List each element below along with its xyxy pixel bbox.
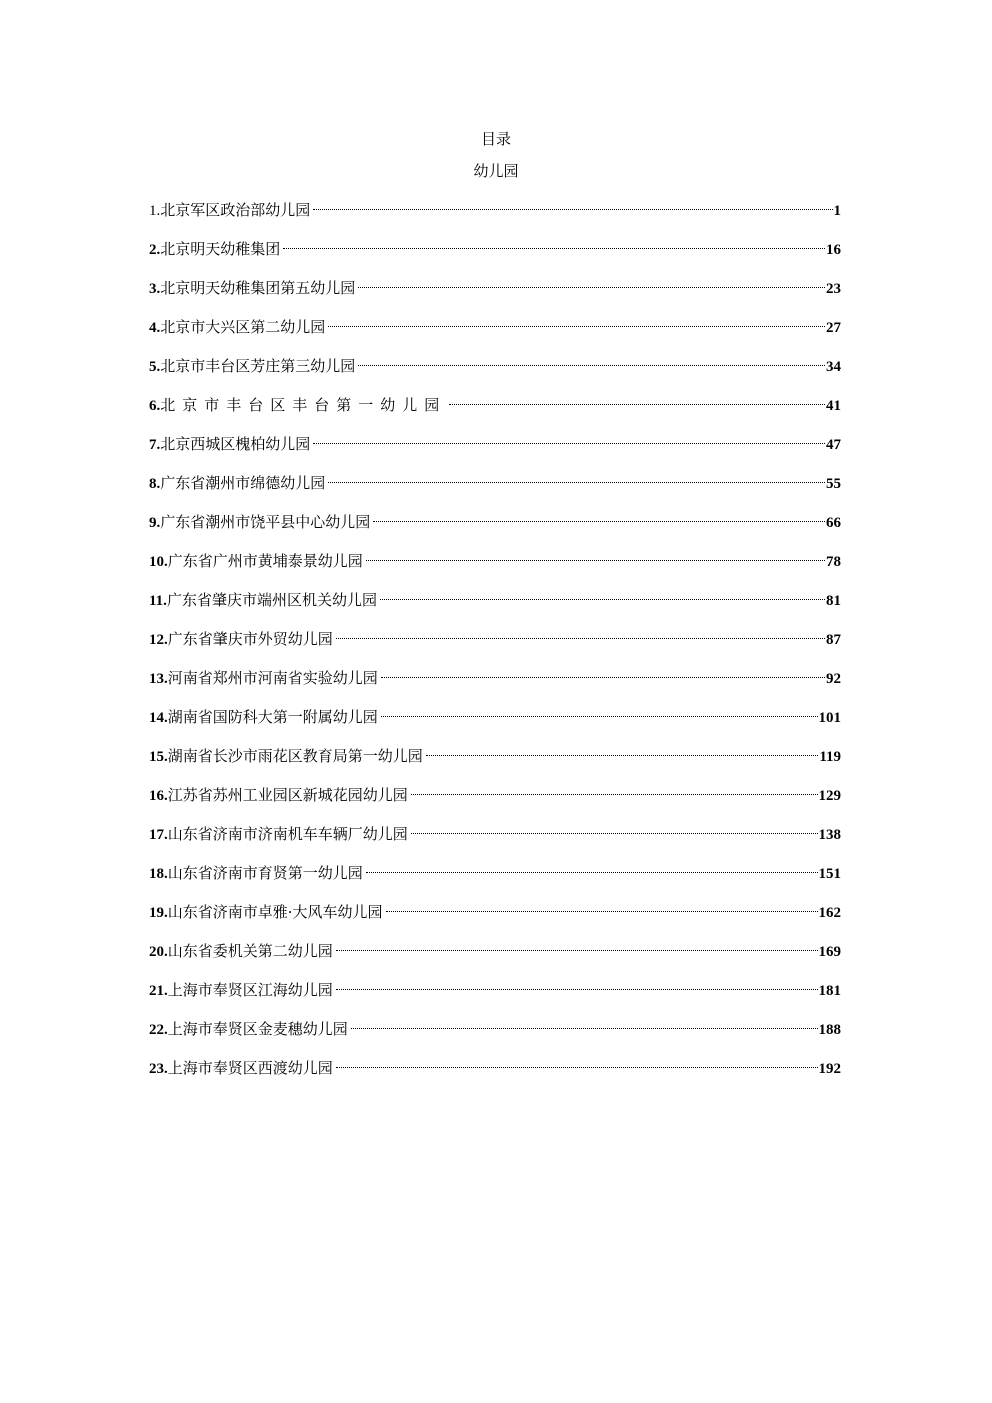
toc-entry-page: 23 <box>826 281 841 297</box>
toc-dot-leader <box>358 349 825 371</box>
toc-entry[interactable] <box>149 973 841 1012</box>
toc-entry[interactable] <box>149 544 841 583</box>
toc-dot-leader <box>366 544 825 566</box>
toc-entry-label: 上海市奉贤区江海幼儿园 <box>167 981 333 999</box>
toc-entry-number: 21. <box>149 983 168 999</box>
toc-entry-number: 9. <box>149 515 161 531</box>
toc-entry-number: 11. <box>149 593 167 609</box>
toc-dot-leader <box>313 427 825 449</box>
toc-entry-number: 6. <box>149 398 161 414</box>
toc-entry-page: 16 <box>826 242 841 258</box>
toc-entry-label: 广东省潮州市绵德幼儿园 <box>160 474 326 492</box>
toc-dot-leader <box>328 310 825 332</box>
toc-entry[interactable] <box>149 310 841 349</box>
page-title: 目录 <box>480 130 511 148</box>
toc-entry-label: 江苏省苏州工业园区新城花园幼儿园 <box>167 786 408 804</box>
toc-entry[interactable] <box>149 388 841 427</box>
toc-entry-page: 27 <box>826 320 841 336</box>
toc-entry[interactable] <box>149 817 841 856</box>
toc-dot-leader <box>336 973 818 995</box>
toc-entry-number: 14. <box>149 710 168 726</box>
section-title: 幼儿园 <box>473 162 519 180</box>
toc-entry-label: 北京市丰台区芳庄第三幼儿园 <box>160 357 356 375</box>
toc-entry-label: 北京市丰台区丰台第一幼儿园 <box>160 396 447 414</box>
toc-entry-label: 湖南省国防科大第一附属幼儿园 <box>167 708 378 726</box>
toc-entry-label: 上海市奉贤区金麦穗幼儿园 <box>167 1020 348 1038</box>
toc-entry-number: 5. <box>149 359 161 375</box>
toc-entry-page: 151 <box>818 866 841 882</box>
toc-entry-label: 广东省肇庆市端州区机关幼儿园 <box>166 591 377 609</box>
toc-entry-page: 119 <box>819 749 841 765</box>
toc-entry-label: 北京军区政治部幼儿园 <box>160 201 311 219</box>
toc-entry-page: 78 <box>826 554 841 570</box>
toc-entry-label: 广东省潮州市饶平县中心幼儿园 <box>160 513 371 531</box>
toc-entry[interactable] <box>149 895 841 934</box>
toc-dot-leader <box>328 466 825 488</box>
toc-entry-number: 17. <box>149 827 168 843</box>
toc-entry[interactable] <box>149 466 841 505</box>
toc-dot-leader <box>386 895 818 917</box>
toc-entry-label: 河南省郑州市河南省实验幼儿园 <box>167 669 378 687</box>
table-of-contents <box>149 193 841 1090</box>
toc-dot-leader <box>411 778 818 800</box>
toc-dot-leader <box>380 583 825 605</box>
toc-entry-label: 上海市奉贤区西渡幼儿园 <box>167 1059 333 1077</box>
toc-entry-page: 101 <box>818 710 841 726</box>
toc-dot-leader <box>426 739 819 761</box>
toc-entry[interactable] <box>149 778 841 817</box>
toc-entry-page: 138 <box>818 827 841 843</box>
toc-dot-leader <box>381 661 825 683</box>
toc-entry-number: 7. <box>149 437 161 453</box>
toc-entry-number: 20. <box>149 944 168 960</box>
toc-dot-leader <box>358 271 825 293</box>
toc-dot-leader <box>373 505 825 527</box>
toc-dot-leader <box>313 193 832 215</box>
toc-entry[interactable] <box>149 505 841 544</box>
toc-entry-label: 北京明天幼稚集团第五幼儿园 <box>160 279 356 297</box>
toc-entry[interactable] <box>149 349 841 388</box>
toc-entry-page: 129 <box>818 788 841 804</box>
toc-entry-number: 10. <box>149 554 168 570</box>
toc-dot-leader <box>449 388 825 410</box>
toc-dot-leader <box>336 934 818 956</box>
toc-entry-label: 山东省济南市育贤第一幼儿园 <box>167 864 363 882</box>
toc-entry-page: 192 <box>818 1061 841 1077</box>
toc-entry[interactable] <box>149 1051 841 1090</box>
toc-entry-page: 55 <box>826 476 841 492</box>
toc-dot-leader <box>411 817 818 839</box>
toc-entry-number: 15. <box>149 749 168 765</box>
toc-entry-page: 1 <box>833 203 841 219</box>
toc-entry-page: 47 <box>826 437 841 453</box>
toc-entry-number: 13. <box>149 671 168 687</box>
toc-entry-number: 2. <box>149 242 161 258</box>
toc-entry[interactable] <box>149 856 841 895</box>
toc-entry[interactable] <box>149 622 841 661</box>
toc-entry-label: 山东省委机关第二幼儿园 <box>167 942 333 960</box>
toc-entry[interactable] <box>149 934 841 973</box>
toc-entry[interactable] <box>149 271 841 310</box>
toc-entry-page: 169 <box>818 944 841 960</box>
toc-dot-leader <box>381 700 818 722</box>
toc-entry-label: 北京西城区槐柏幼儿园 <box>160 435 311 453</box>
toc-entry-label: 北京市大兴区第二幼儿园 <box>160 318 326 336</box>
toc-entry-number: 23. <box>149 1061 168 1077</box>
toc-dot-leader <box>351 1012 818 1034</box>
toc-entry[interactable] <box>149 700 841 739</box>
toc-dot-leader <box>283 232 825 254</box>
toc-entry-number: 18. <box>149 866 168 882</box>
toc-entry-label: 北京明天幼稚集团 <box>160 240 281 258</box>
toc-entry-page: 92 <box>826 671 841 687</box>
toc-entry-number: 1. <box>149 203 161 219</box>
toc-dot-leader <box>336 1051 818 1073</box>
toc-entry-page: 162 <box>818 905 841 921</box>
toc-entry-number: 12. <box>149 632 168 648</box>
toc-entry-page: 81 <box>826 593 841 609</box>
toc-entry[interactable] <box>149 232 841 271</box>
toc-entry-label: 山东省济南市卓雅·大风车幼儿园 <box>167 903 383 921</box>
toc-entry-page: 188 <box>818 1022 841 1038</box>
toc-entry-page: 41 <box>826 398 841 414</box>
toc-dot-leader <box>336 622 825 644</box>
toc-entry[interactable] <box>149 427 841 466</box>
toc-entry-number: 22. <box>149 1022 168 1038</box>
toc-entry-label: 湖南省长沙市雨花区教育局第一幼儿园 <box>167 747 423 765</box>
toc-entry[interactable] <box>149 661 841 700</box>
toc-entry-page: 181 <box>818 983 841 999</box>
toc-entry-number: 4. <box>149 320 161 336</box>
toc-entry[interactable] <box>149 583 841 622</box>
toc-entry-label: 广东省广州市黄埔泰景幼儿园 <box>167 552 363 570</box>
toc-entry[interactable] <box>149 1012 841 1051</box>
toc-dot-leader <box>366 856 818 878</box>
toc-entry[interactable] <box>149 193 841 232</box>
toc-entry-label: 广东省肇庆市外贸幼儿园 <box>167 630 333 648</box>
toc-entry-label: 山东省济南市济南机车车辆厂幼儿园 <box>167 825 408 843</box>
toc-entry-page: 87 <box>826 632 841 648</box>
toc-entry[interactable] <box>149 739 841 778</box>
toc-entry-number: 8. <box>149 476 161 492</box>
toc-entry-page: 66 <box>826 515 841 531</box>
toc-entry-number: 19. <box>149 905 168 921</box>
toc-entry-page: 34 <box>826 359 841 375</box>
toc-entry-number: 3. <box>149 281 161 297</box>
toc-entry-number: 16. <box>149 788 168 804</box>
